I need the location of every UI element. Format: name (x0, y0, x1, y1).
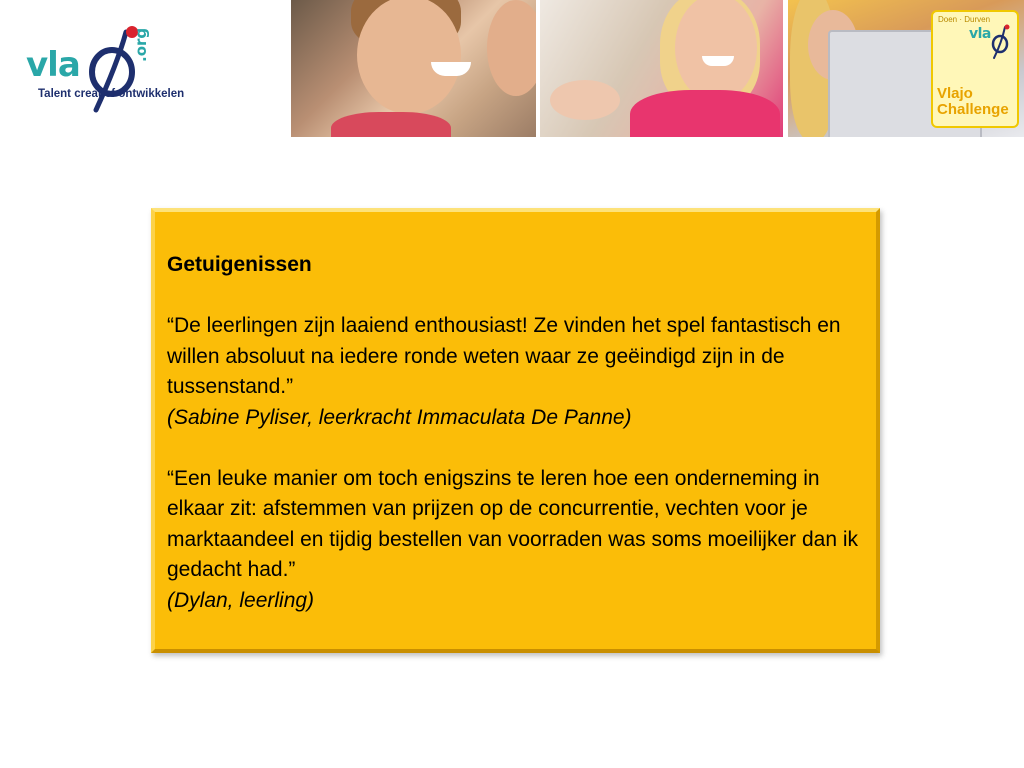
quote-text-student: “Een leuke manier om toch enigszins te leren hoe een onderneming in elkaar zit: afstemmen van prijzen op de concurrentie, vechten voor je marktaandeel en tijdig bestellen van voorraden was soms moeilijker dan ik gedacht had.” (167, 466, 859, 581)
quote-author-student: (Dylan, leerling) (167, 588, 315, 612)
logo-wordmark: vla (26, 45, 80, 85)
badge-slogan: Doen · Durven (938, 15, 991, 24)
badge-figure-icon (991, 24, 1011, 60)
logo-org-suffix: .org (132, 27, 150, 62)
logo-tagline: Talent creatief ontwikkelen (38, 88, 185, 100)
badge-logo: vla (969, 26, 991, 42)
vlajo-logo (26, 24, 196, 114)
vlajo-challenge-badge (931, 10, 1019, 128)
quote-author-teacher: (Sabine Pyliser, leerkracht Immaculata De Panne) (167, 405, 632, 429)
quote-text-teacher: “De leerlingen zijn laaiend enthousiast! Ze vinden het spel fantastisch en willen absoluut na iedere ronde weten waar ze geëindigd zijn in de tussenstand.” (167, 314, 841, 398)
testimonials-box (151, 208, 880, 653)
badge-title: Vlajo Challenge (937, 85, 1009, 118)
testimonials-heading: Getuigenissen (167, 253, 312, 276)
banner-photo-students-smiling (291, 0, 536, 137)
banner-photo-girl-pointing (540, 0, 783, 137)
photo-banner (291, 0, 1024, 137)
